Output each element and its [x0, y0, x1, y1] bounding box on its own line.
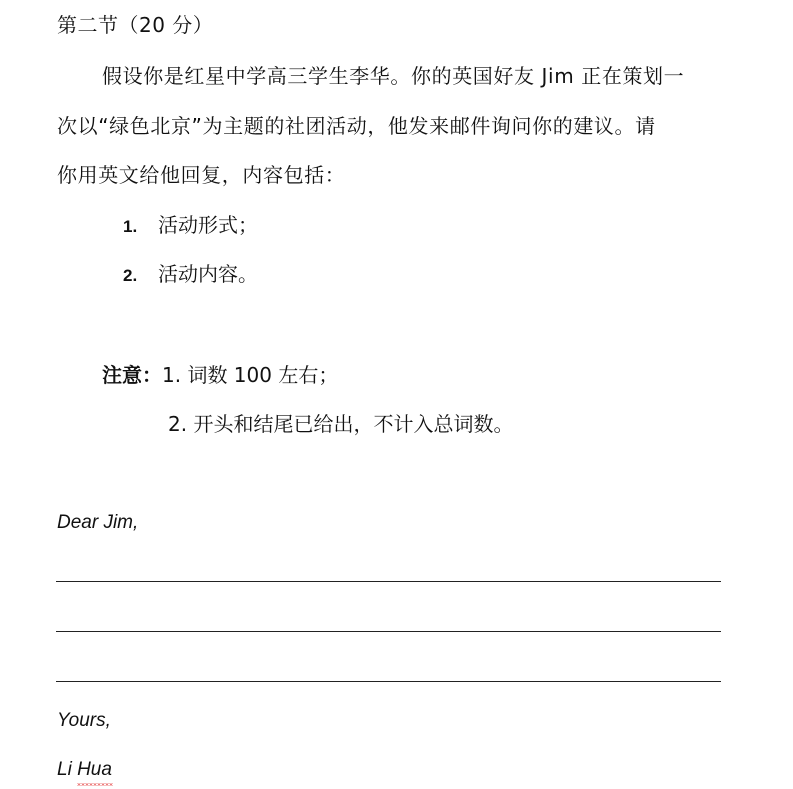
list-item: [123, 209, 258, 238]
note-text: 1. 词数 100 左右；: [162, 363, 339, 387]
list-item-number: 1.: [123, 217, 138, 236]
list-item-text: 活动形式；: [158, 213, 258, 237]
list-item-number: 2.: [123, 266, 138, 285]
prompt-line-1: 假设你是红星中学高三学生李华。你的英国好友 Jim 正在策划一: [102, 64, 685, 88]
answer-line[interactable]: [56, 581, 721, 582]
note-label: 注意：: [102, 363, 162, 387]
spellcheck-underline: [77, 783, 113, 786]
prompt-line-2: 次以“绿色北京”为主题的社团活动，他发来邮件询问你的建议。请: [57, 114, 656, 138]
list-item: [123, 258, 258, 287]
note-line-1: [102, 359, 338, 388]
note-line-2: 2. 开头和结尾已给出，不计入总词数。: [168, 412, 514, 436]
letter-signature: Li Hua: [57, 759, 112, 780]
list-item-text: 活动内容。: [158, 262, 258, 286]
answer-line[interactable]: [56, 631, 721, 632]
letter-greeting: Dear Jim,: [57, 512, 139, 533]
prompt-line-3: 你用英文给他回复，内容包括：: [57, 163, 346, 187]
answer-line[interactable]: [56, 681, 721, 682]
section-title: 第二节（20 分）: [57, 13, 214, 37]
letter-closing: Yours,: [57, 710, 111, 731]
